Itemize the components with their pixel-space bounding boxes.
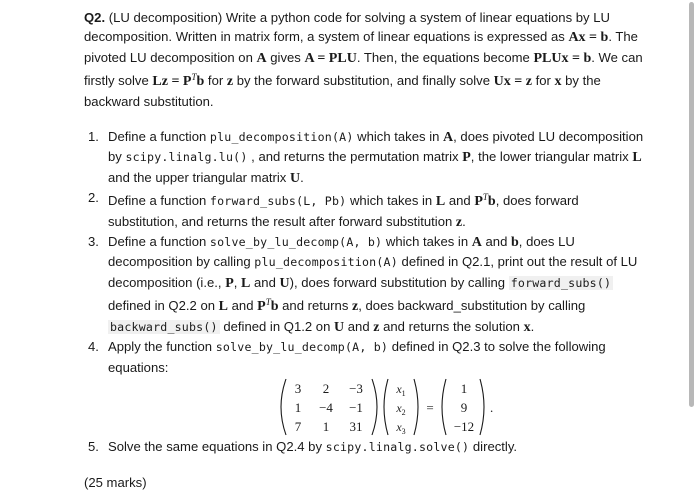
vector-x-cell: $x_3$ <box>396 419 406 436</box>
symbol-z: z <box>226 74 234 90</box>
intro-text: (LU decomposition) Write a python code for solving a system of linear equations by LU decomposition. Written in matrix form, a system of linear equations is expressed as <box>84 10 610 45</box>
task-text: defined in Q2.3 to solve the following equations: <box>108 339 606 375</box>
task-text: and returns <box>278 298 353 314</box>
intro-text: . Then, the equations become <box>356 49 534 65</box>
symbol-p: P <box>225 275 234 291</box>
symbol-b: b <box>487 194 496 210</box>
vector-b-cell: −12 <box>453 418 475 434</box>
symbol-u: U <box>279 275 290 291</box>
equation-ax-b: Ax = b <box>568 30 609 46</box>
task-text: Define a function <box>108 234 210 250</box>
symbol-p: P <box>474 194 483 210</box>
equation-a-plu: A = PLU <box>304 50 357 66</box>
symbol-p: P <box>462 150 471 166</box>
task-number: 4. <box>88 339 99 355</box>
symbol-l: L <box>632 150 642 166</box>
task-number: 3. <box>88 234 99 250</box>
task-text: directly. <box>469 438 518 454</box>
symbol-b: b <box>270 299 279 315</box>
matrix-a-right-paren <box>372 379 377 435</box>
code-solve-by-lu-decomp: solve_by_lu_decomp(A, b) <box>215 340 389 355</box>
task-text: , and returns the permutation matrix <box>247 149 463 165</box>
code-plu-decomposition: plu_decomposition(A) <box>254 255 398 270</box>
task-number: 5. <box>88 438 99 454</box>
vector-x-left-paren <box>384 379 388 435</box>
task-text: which takes in <box>346 193 436 209</box>
task-text: and <box>344 318 374 334</box>
intro-text: . The pivoted LU decomposition on <box>84 29 638 65</box>
matrix-a-cell: 1 <box>322 418 330 434</box>
symbol-x: x <box>554 74 562 90</box>
task-item-2 <box>88 188 644 232</box>
task-text: and returns the solution <box>379 318 524 334</box>
symbol-b: b <box>196 74 205 90</box>
matrix-a-cell: 1 <box>294 399 302 415</box>
vector-b-cell: 9 <box>460 399 468 415</box>
equation-period: . <box>490 399 494 415</box>
task-item-4 <box>88 337 644 437</box>
symbol-z: z <box>455 214 463 230</box>
equals-sign: = <box>426 399 434 415</box>
intro-text: for <box>204 73 227 89</box>
symbol-z: z <box>352 299 359 315</box>
code-backward-subs-call: backward_subs() <box>110 319 218 334</box>
symbol-u: U <box>334 319 345 335</box>
symbol-l: L <box>435 194 446 210</box>
task-text: , does backward_substitution by calling <box>358 298 586 314</box>
matrix-a-cell: 7 <box>294 418 302 434</box>
task-number: 1. <box>88 129 99 145</box>
matrix-equation <box>108 377 644 437</box>
task-text: , does LU decomposition by calling <box>108 234 575 270</box>
task-item-3 <box>88 232 644 337</box>
task-text: which takes in <box>353 129 444 145</box>
task-item-1 <box>88 127 644 188</box>
symbol-b: b <box>511 235 519 251</box>
task-list <box>84 127 644 457</box>
matrix-a-cell: 2 <box>322 380 330 396</box>
vector-x-cell: $x_2$ <box>396 400 406 417</box>
code-scipy-linalg-lu: scipy.linalg.lu() <box>125 150 248 165</box>
task-text: which takes in <box>382 234 472 250</box>
task-number: 2. <box>88 190 99 206</box>
task-text: , does pivoted LU decomposition by <box>108 129 644 165</box>
intro-text: by the backward substitution. <box>84 73 601 109</box>
task-text: and <box>481 234 511 250</box>
task-text: Define a function <box>108 193 210 209</box>
task-text: , the lower triangular matrix <box>470 149 633 165</box>
task-text: defined in Q2.2 on <box>108 298 219 314</box>
symbol-x: x <box>523 319 531 335</box>
task-text: . <box>530 318 535 334</box>
code-forward-subs: forward_subs(L, Pb) <box>209 194 347 209</box>
symbol-a: A <box>443 130 454 146</box>
question-label: Q2. <box>84 10 106 25</box>
matrix-a-cell: −1 <box>349 399 363 415</box>
vector-x-cell: $x_1$ <box>396 381 406 398</box>
question-content <box>84 8 644 493</box>
task-text: ), does forward substitution by calling <box>289 274 509 290</box>
task-text: , <box>233 274 242 290</box>
task-text: . <box>462 213 466 229</box>
symbol-a: A <box>471 235 482 251</box>
task-text: . <box>300 169 304 185</box>
task-text: and <box>250 274 280 290</box>
matrix-a-cell: −4 <box>319 399 333 415</box>
task-item-5 <box>88 437 644 457</box>
task-text: and the upper triangular matrix <box>108 169 290 185</box>
code-forward-subs-call: forward_subs() <box>510 275 612 290</box>
code-solve-by-lu-decomp: solve_by_lu_decomp(A, b) <box>209 235 383 250</box>
vector-b-left-paren <box>442 379 446 435</box>
equation-ux-z: Ux = z <box>493 74 532 90</box>
question-intro <box>84 8 644 111</box>
intro-text: gives <box>266 49 305 65</box>
equation-plux-b: PLUx = b <box>533 50 592 66</box>
matrix-a-cell: 3 <box>294 380 302 396</box>
matrix-equation-figure <box>276 377 536 437</box>
intro-text: by the forward substitution, and finally solve <box>233 73 494 89</box>
code-plu-decomposition: plu_decomposition(A) <box>209 130 354 145</box>
symbol-l: L <box>218 299 228 315</box>
task-text: Apply the function <box>108 339 216 355</box>
vector-x-right-paren <box>414 379 418 435</box>
equation-lz-ptb: Lz = P <box>152 74 192 90</box>
intro-text: . We can firstly solve <box>84 49 643 89</box>
symbol-l: L <box>241 275 251 291</box>
task-text: and <box>228 298 258 314</box>
vertical-scrollbar[interactable] <box>689 2 694 407</box>
task-text: , does forward substitution, and returns the result after forward substitution <box>108 193 579 229</box>
task-text: and <box>445 193 475 209</box>
intro-text: for <box>531 73 555 89</box>
transpose-superscript: T <box>265 297 271 308</box>
symbol-z: z <box>373 319 380 335</box>
symbol-u: U <box>289 170 301 186</box>
marks-label: (25 marks) <box>84 475 147 491</box>
symbol-p: P <box>257 299 266 315</box>
matrix-a-cell: 31 <box>349 418 363 434</box>
vector-b-cell: 1 <box>460 380 468 396</box>
vector-b-right-paren <box>480 379 484 435</box>
code-scipy-linalg-solve: scipy.linalg.solve() <box>325 439 470 454</box>
task-text: defined in Q2.1, print out the result of LU decomposition (i.e., <box>108 254 638 290</box>
transpose-superscript: T <box>191 72 197 83</box>
task-text: Solve the same equations in Q2.4 by <box>108 438 326 454</box>
matrix-a-left-paren <box>281 379 286 435</box>
task-text: Define a function <box>108 129 210 145</box>
symbol-a: A <box>256 50 267 66</box>
matrix-a-cell: −3 <box>349 380 363 396</box>
transpose-superscript: T <box>482 192 488 203</box>
task-text: defined in Q1.2 on <box>219 318 334 334</box>
